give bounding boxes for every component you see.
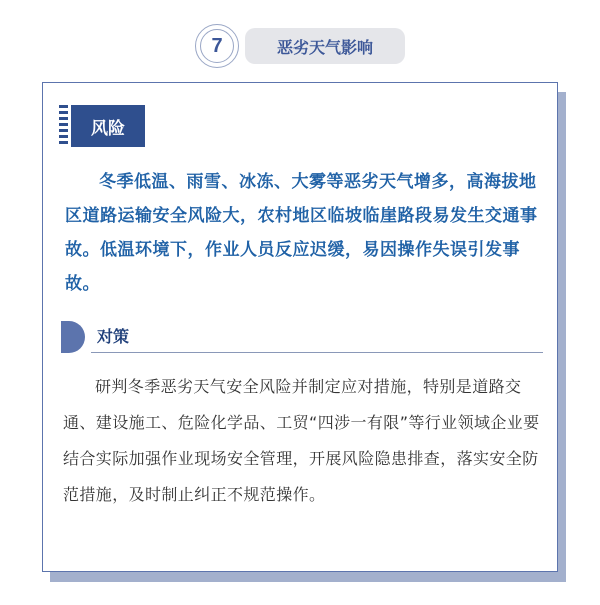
measures-divider: [91, 352, 543, 353]
content-panel: [42, 82, 558, 572]
section-header: [0, 0, 600, 90]
measures-marker-icon: [61, 321, 85, 353]
section-number: 7: [200, 29, 234, 63]
measures-text: 研判冬季恶劣天气安全风险并制定应对措施，特别是道路交通、建设施工、危险化学品、工贸“四涉一有限”等行业领域企业要结合实际加强作业现场安全管理，开展风险隐患排查，落实安全防范措施，及时制止纠正不规范操作。: [63, 377, 540, 504]
risk-stripes-decoration: [59, 105, 68, 147]
risk-text: 冬季低温、雨雪、冰冻、大雾等恶劣天气增多，高海拔地区道路运输安全风险大，农村地区临坡临崖路段易发生交通事故。低温环境下，作业人员反应迟缓，易因操作失误引发事故。: [65, 172, 538, 294]
section-number-badge: [195, 24, 239, 68]
measures-label: 对策: [97, 327, 130, 346]
section-title: 恶劣天气影响: [245, 28, 405, 64]
risk-label: 风险: [71, 105, 145, 147]
